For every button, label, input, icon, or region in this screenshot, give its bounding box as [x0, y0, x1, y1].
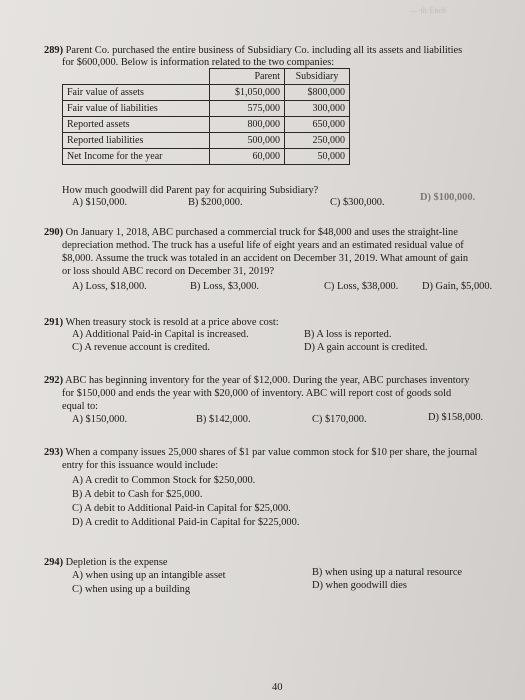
- q294-text: Depletion is the expense: [65, 557, 168, 568]
- row-label: Net Income for the year: [63, 149, 210, 165]
- q290-number: 290): [44, 227, 64, 238]
- q289-option-c: C) $300,000.: [330, 197, 385, 208]
- parent-value: 500,000: [210, 133, 285, 149]
- q289-option-d: D) $100,000.: [420, 192, 476, 203]
- row-label: Reported liabilities: [63, 133, 210, 149]
- q294-line1: [44, 556, 168, 569]
- table-header-subsidiary: Subsidiary: [285, 69, 350, 85]
- q290-text: On January 1, 2018, ABC purchased a commercial truck for $48,000 and uses the straight-line: [65, 227, 458, 238]
- parent-value: 575,000: [210, 101, 285, 117]
- q290-line3: $8,000. Assume the truck was totaled in an accident on December 31, 2019. What amount of gain: [62, 253, 469, 264]
- subsidiary-value: 300,000: [285, 101, 350, 117]
- q293-option-c: C) A debit to Additional Paid-in Capital for $25,000.: [72, 503, 291, 514]
- row-label: Fair value of assets: [63, 85, 210, 101]
- q289-question: How much goodwill did Parent pay for acquiring Subsidiary?: [62, 185, 319, 196]
- subsidiary-value: 250,000: [285, 133, 350, 149]
- table-header-row: [63, 69, 350, 85]
- q290-option-b: B) Loss, $3,000.: [190, 281, 259, 292]
- parent-value: 60,000: [210, 149, 285, 165]
- q290-option-a: A) Loss, $18,000.: [72, 281, 147, 292]
- q294-option-c: C) when using up a building: [72, 584, 191, 595]
- q289-option-a: A) $150,000.: [72, 197, 128, 208]
- row-label: Reported assets: [63, 117, 210, 133]
- q290-option-d: D) Gain, $5,000.: [422, 281, 493, 292]
- q291-option-b: B) A loss is reported.: [304, 329, 392, 340]
- q290-line4: or loss should ABC record on December 31, 2019?: [62, 266, 275, 277]
- table-row: [63, 149, 350, 165]
- subsidiary-value: 650,000: [285, 117, 350, 133]
- parent-value: 800,000: [210, 117, 285, 133]
- subsidiary-value: 50,000: [285, 149, 350, 165]
- q289-line2: for $600,000. Below is information related to the two companies:: [62, 57, 335, 68]
- page-number: 40: [272, 682, 283, 693]
- q291-option-d: D) A gain account is credited.: [304, 342, 428, 353]
- q290-option-c: C) Loss, $38,000.: [324, 281, 399, 292]
- q289-text: Parent Co. purchased the entire business of Subsidiary Co. including all its assets and liabilities: [65, 45, 463, 56]
- q291-text: When treasury stock is resold at a price above cost:: [65, 317, 279, 328]
- q292-line3: equal to:: [62, 401, 99, 412]
- q292-option-c: C) $170,000.: [312, 414, 367, 425]
- q293-number: 293): [44, 447, 64, 458]
- q292-line1: [44, 374, 470, 387]
- q293-option-d: D) A credit to Additional Paid-in Capital for $225,000.: [72, 517, 300, 528]
- table-header-parent: Parent: [210, 69, 285, 85]
- table-header-blank: [63, 69, 210, 85]
- q292-line2: for $150,000 and ends the year with $20,000 of inventory. ABC will report cost of goods sold: [62, 388, 452, 399]
- q292-text: ABC has beginning inventory for the year of $12,000. During the year, ABC purchases inventory: [65, 375, 470, 386]
- q294-option-a: A) when using up an intangible asset: [72, 570, 226, 581]
- table-row: [63, 101, 350, 117]
- table-row: [63, 133, 350, 149]
- table-row: [63, 117, 350, 133]
- q293-line2: entry for this issuance would include:: [62, 460, 219, 471]
- subsidiary-value: $800,000: [285, 85, 350, 101]
- q292-option-a: A) $150,000.: [72, 414, 128, 425]
- q289-option-b: B) $200,000.: [188, 197, 243, 208]
- q293-text: When a company issues 25,000 shares of $1 par value common stock for $10 per share, the journal: [65, 447, 478, 458]
- q291-option-a: A) Additional Paid-in Capital is increased.: [72, 329, 249, 340]
- corner-mark: —·th·Ench: [410, 6, 446, 15]
- q292-number: 292): [44, 375, 64, 386]
- q292-option-d: D) $158,000.: [428, 412, 484, 423]
- q291-option-c: C) A revenue account is credited.: [72, 342, 210, 353]
- q294-option-d: D) when goodwill dies: [312, 580, 407, 591]
- q294-number: 294): [44, 557, 64, 568]
- parent-value: $1,050,000: [210, 85, 285, 101]
- company-info-table: [62, 68, 350, 165]
- row-label: Fair value of liabilities: [63, 101, 210, 117]
- q290-line1: [44, 226, 458, 239]
- q294-option-b: B) when using up a natural resource: [312, 567, 463, 578]
- q293-option-a: A) A credit to Common Stock for $250,000.: [72, 475, 256, 486]
- q292-option-b: B) $142,000.: [196, 414, 251, 425]
- q291-number: 291): [44, 317, 64, 328]
- q289-number: 289): [44, 45, 64, 56]
- q293-line1: [44, 446, 477, 459]
- q293-option-b: B) A debit to Cash for $25,000.: [72, 489, 203, 500]
- q290-line2: depreciation method. The truck has a useful life of eight years and an estimated residual value of: [62, 240, 464, 251]
- table-row: [63, 85, 350, 101]
